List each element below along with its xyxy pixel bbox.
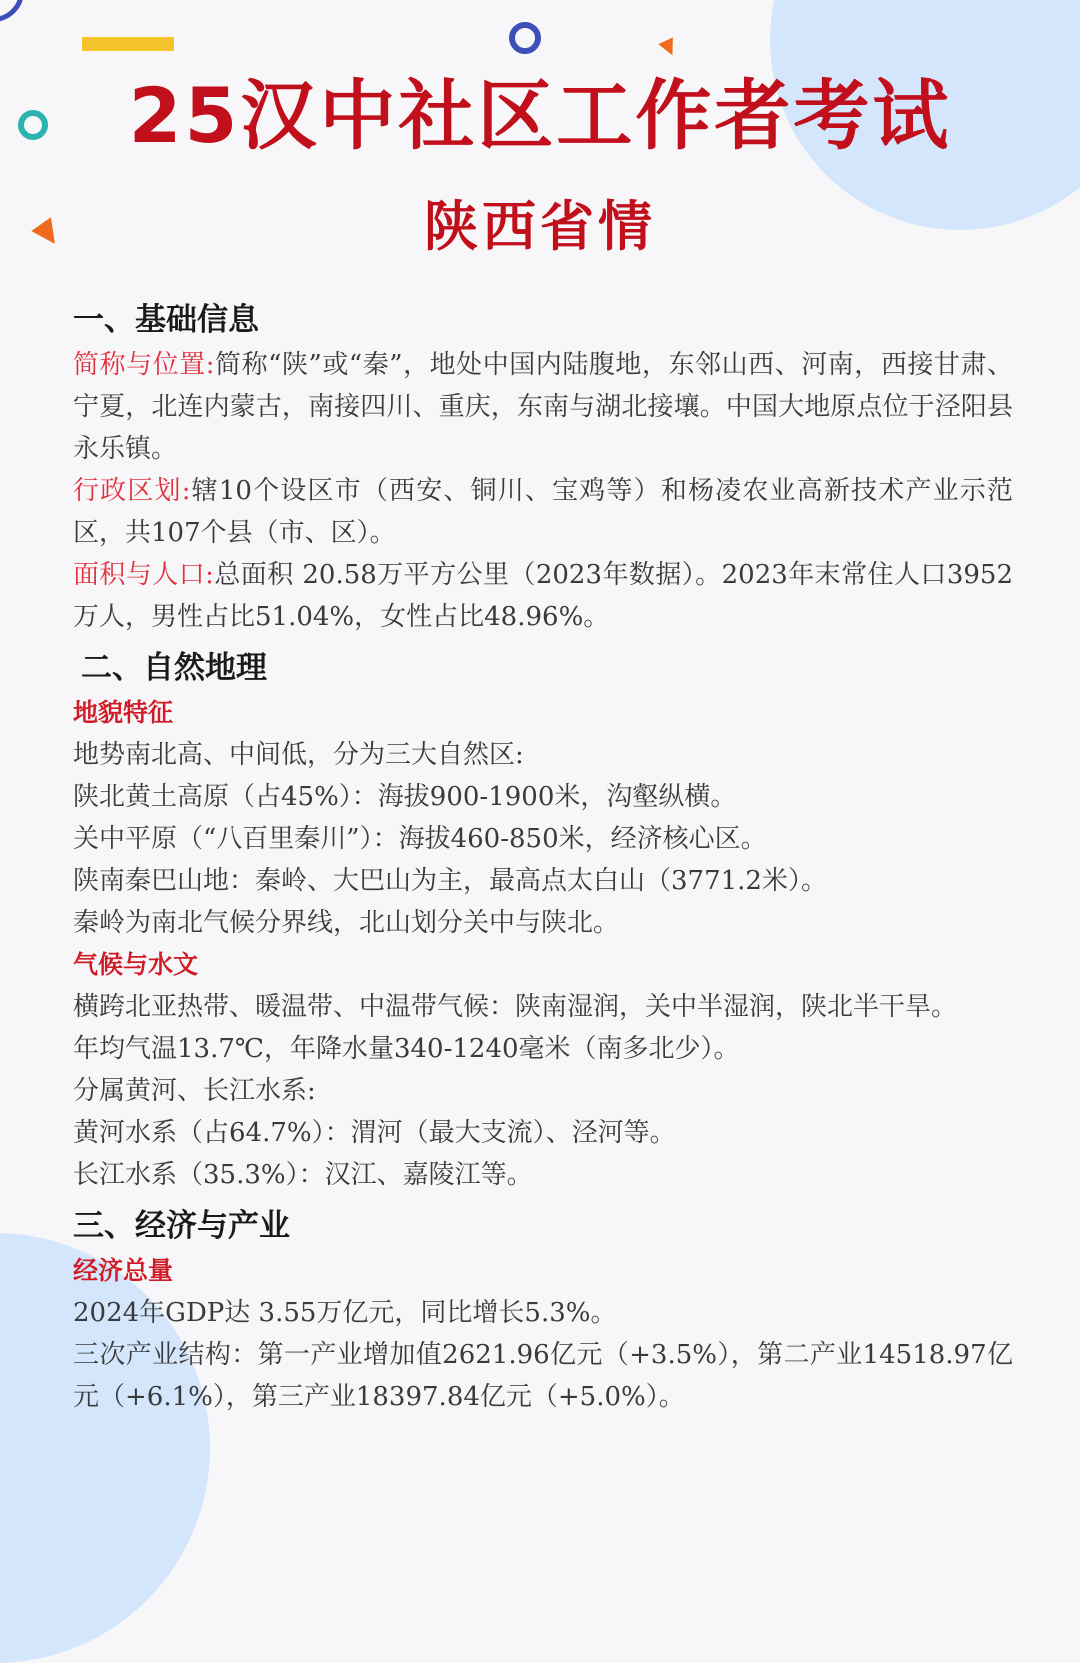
paragraph <box>73 470 1013 554</box>
decor-yellow-bar <box>82 37 174 51</box>
subsection-heading: 气候与水文 <box>73 950 199 979</box>
subsection-heading: 地貌特征 <box>73 698 174 727</box>
text-line: 关中平原（“八百里秦川”）：海拔460-850米，经济核心区。 <box>73 824 767 854</box>
article-body <box>73 290 1013 1418</box>
text-line: 陕北黄土高原（占45%）：海拔900-1900米，沟壑纵横。 <box>73 782 737 812</box>
text-line: 长江水系（35.3%）：汉江、嘉陵江等。 <box>73 1160 533 1190</box>
subsection-heading: 经济总量 <box>73 1256 174 1285</box>
text-line: 陕南秦巴山地：秦岭、大巴山为主，最高点太白山（3771.2米）。 <box>73 866 827 896</box>
section-heading: 二、自然地理 <box>81 650 267 686</box>
decor-ring-top-left <box>0 0 24 22</box>
page-title: 25汉中社区工作者考试 <box>128 71 952 160</box>
paragraph <box>73 554 1013 638</box>
key-label: 面积与人口: <box>73 560 214 590</box>
key-label: 简称与位置: <box>73 350 215 380</box>
page-subtitle: 陕西省情 <box>424 195 656 258</box>
key-label: 行政区划: <box>73 476 191 506</box>
paragraph <box>73 344 1013 470</box>
paragraph-text: 总面积 20.58万平方公里（2023年数据）。2023年末常住人口3952万人，男性占比51.04%，女性占比48.96%。 <box>73 560 1013 632</box>
paragraph-text: 辖10个设区市（西安、铜川、宝鸡等）和杨凌农业高新技术产业示范区，共107个县（市、区）。 <box>73 476 1013 548</box>
section-heading: 一、基础信息 <box>73 302 259 338</box>
text-line: 地势南北高、中间低，分为三大自然区: <box>73 740 524 770</box>
text-line: 年均气温13.7℃，年降水量340-1240毫米（南多北少）。 <box>73 1034 740 1064</box>
text-line: 2024年GDP达 3.55万亿元，同比增长5.3%。 <box>73 1298 617 1328</box>
paragraph-text: 简称“陕”或“秦”，地处中国内陆腹地，东邻山西、河南，西接甘肃、宁夏，北连内蒙古，南接四川、重庆，东南与湖北接壤。中国大地原点位于泾阳县永乐镇。 <box>73 350 1014 464</box>
text-line: 分属黄河、长江水系: <box>73 1076 316 1106</box>
text-line: 黄河水系（占64.7%）：渭河（最大支流）、泾河等。 <box>73 1118 676 1148</box>
decor-blue-ring <box>509 22 541 54</box>
decor-orange-triangle <box>658 37 679 58</box>
text-line: 三次产业结构：第一产业增加值2621.96亿元（+3.5%），第二产业14518.97亿元（+6.1%），第三产业18397.84亿元（+5.0%）。 <box>73 1340 1013 1412</box>
text-line: 横跨北亚热带、暖温带、中温带气候：陕南湿润，关中半湿润，陕北半干旱。 <box>73 992 958 1022</box>
section-heading: 三、经济与产业 <box>73 1208 290 1244</box>
text-line: 秦岭为南北气候分界线，北山划分关中与陕北。 <box>73 908 620 938</box>
